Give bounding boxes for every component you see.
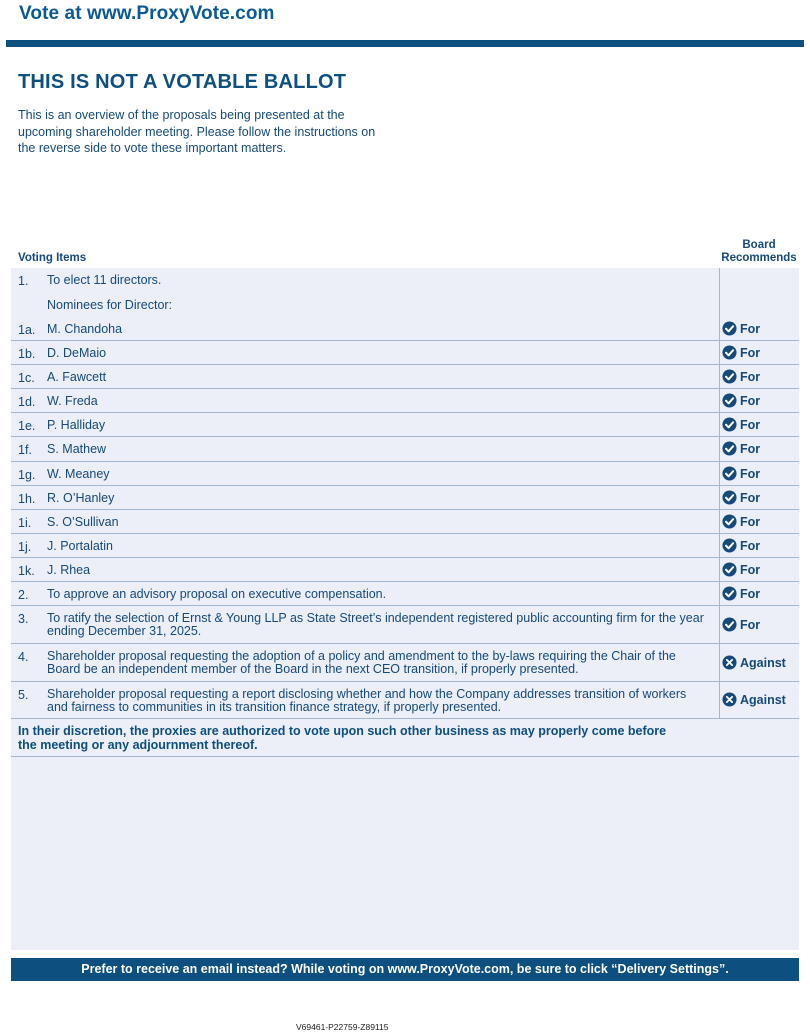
recommendation-label: For	[740, 441, 761, 456]
check-circle-icon	[722, 514, 737, 529]
recommendation-for	[722, 617, 760, 632]
item-number: 1g.	[18, 468, 36, 482]
table-row-item-4	[11, 644, 799, 682]
item-text	[47, 650, 717, 675]
recommendation-label: For	[740, 369, 761, 384]
recommendation-for	[722, 345, 760, 360]
recommendation-for	[722, 321, 760, 336]
voting-items-header: Voting Items	[18, 252, 87, 264]
item-number: 1k.	[18, 564, 35, 578]
table-row-item-3	[11, 606, 799, 644]
intro-paragraph	[18, 107, 398, 157]
item-text-line: and fairness to communities in its transition finance strategy, if properly presented.	[47, 699, 502, 714]
check-circle-icon	[722, 466, 737, 481]
item-number: 5.	[18, 688, 29, 702]
recommendation-label: For	[740, 562, 761, 577]
recommendation-for	[722, 514, 760, 529]
nominees-label-row	[11, 293, 799, 317]
nominee-name: A. Fawcett	[47, 370, 107, 384]
check-circle-icon	[722, 586, 737, 601]
recommendation-label: For	[740, 514, 761, 529]
item-number: 1b.	[18, 347, 36, 361]
check-circle-icon	[722, 417, 737, 432]
item-number: 1.	[18, 274, 29, 288]
item-number: 1a.	[18, 323, 36, 337]
recommendation-for	[722, 586, 760, 601]
intro-line: upcoming shareholder meeting. Please follow the instructions on	[18, 124, 376, 139]
recommendation-label: For	[740, 417, 761, 432]
check-circle-icon	[722, 345, 737, 360]
table-row-1e	[11, 413, 799, 437]
nominee-name: S. Mathew	[47, 442, 107, 456]
table-row-1f	[11, 437, 799, 462]
table-row-item-5	[11, 682, 799, 719]
check-circle-icon	[722, 617, 737, 632]
check-circle-icon	[722, 538, 737, 553]
recommendation-label: Against	[740, 655, 786, 670]
item-number: 1d.	[18, 395, 36, 409]
recommendation-for	[722, 490, 760, 505]
nominee-name: M. Chandoha	[47, 322, 123, 336]
x-circle-icon	[722, 655, 737, 670]
recommendation-for	[722, 538, 760, 553]
table-row-1b	[11, 341, 799, 365]
recommendation-for	[722, 417, 760, 432]
nominee-name: P. Halliday	[47, 418, 106, 432]
email-delivery-banner: Prefer to receive an email instead? While voting on www.ProxyVote.com, be sure to click “Delivery Settings”.	[11, 958, 799, 981]
nominee-name: J. Portalatin	[47, 539, 114, 553]
table-row-1d	[11, 389, 799, 413]
discretion-note	[18, 724, 718, 752]
check-circle-icon	[722, 490, 737, 505]
item-text	[47, 612, 717, 637]
table-row-item-1	[11, 268, 799, 293]
item-text-line: Shareholder proposal requesting a report disclosing whether and how the Company addresses transition of workers	[47, 687, 687, 701]
check-circle-icon	[722, 369, 737, 384]
table-row-1h	[11, 486, 799, 510]
check-circle-icon	[722, 441, 737, 456]
check-circle-icon	[722, 562, 737, 577]
item-number: 1f.	[18, 443, 32, 457]
recommendation-label: For	[740, 617, 761, 632]
item-number: 1j.	[18, 540, 32, 554]
board-header-line: Board	[742, 239, 776, 251]
check-circle-icon	[722, 321, 737, 336]
recommendation-label: For	[740, 586, 761, 601]
board-header-line: Recommends	[721, 252, 797, 264]
nominee-name: S. O’Sullivan	[47, 515, 119, 529]
proxyvote-site-link[interactable]: Vote at www.ProxyVote.com	[19, 3, 275, 24]
item-text: To elect 11 directors.	[47, 273, 162, 287]
table-row-1g	[11, 462, 799, 486]
item-text: To approve an advisory proposal on executive compensation.	[47, 587, 387, 601]
table-row-1a	[11, 317, 799, 341]
recommendation-for	[722, 466, 760, 481]
recommendation-label: For	[740, 490, 761, 505]
recommendation-label: Against	[740, 692, 786, 707]
recommendation-label: For	[740, 345, 761, 360]
recommendation-label: For	[740, 393, 761, 408]
document-code: V69461-P22759-Z89115	[296, 1022, 389, 1032]
item-number: 2.	[18, 588, 29, 602]
recommendation-against	[722, 655, 786, 670]
item-text-line: ending December 31, 2025.	[47, 623, 202, 638]
nominee-name: W. Freda	[47, 394, 98, 408]
item-number: 1h.	[18, 492, 36, 506]
item-text	[47, 688, 717, 713]
item-text-line: Board be an independent member of the Board in the next CEO transition, if properly presented.	[47, 661, 579, 676]
nominee-name: W. Meaney	[47, 467, 110, 481]
recommendation-against	[722, 692, 786, 707]
table-row-1j	[11, 534, 799, 558]
discretion-line: In their discretion, the proxies are authorized to vote upon such other business as may properly come before	[18, 724, 667, 738]
item-number: 1i.	[18, 516, 32, 530]
item-text-line: To ratify the selection of Ernst & Young LLP as State Street’s independent registered public accounting firm for the year	[47, 611, 704, 625]
x-circle-icon	[722, 692, 737, 707]
header-rule	[6, 40, 804, 47]
check-circle-icon	[722, 393, 737, 408]
intro-line: the reverse side to vote these important matters.	[18, 141, 287, 155]
table-row-1i	[11, 510, 799, 534]
page-title: THIS IS NOT A VOTABLE BALLOT	[18, 71, 347, 93]
discretion-line: the meeting or any adjournment thereof.	[18, 738, 258, 752]
nominee-name: J. Rhea	[47, 563, 91, 577]
recommendation-for	[722, 562, 760, 577]
nominees-label: Nominees for Director:	[47, 298, 173, 312]
table-row-1k	[11, 558, 799, 582]
board-recommends-header	[718, 239, 800, 265]
recommendation-label: For	[740, 466, 761, 481]
recommendation-label: For	[740, 321, 761, 336]
intro-line: This is an overview of the proposals being presented at the	[18, 108, 345, 122]
item-number: 3.	[18, 612, 29, 626]
table-row-item-2	[11, 582, 799, 606]
recommendation-label: For	[740, 538, 761, 553]
recommendation-for	[722, 441, 760, 456]
item-text-line: Shareholder proposal requesting the adoption of a policy and amendment to the by-laws requiring the Chair of the	[47, 649, 676, 663]
nominee-name: D. DeMaio	[47, 346, 107, 360]
item-number: 1c.	[18, 371, 35, 385]
recommendation-for	[722, 369, 760, 384]
table-row-1c	[11, 365, 799, 389]
recommendation-for	[722, 393, 760, 408]
nominee-name: R. O’Hanley	[47, 491, 115, 505]
item-number: 1e.	[18, 419, 36, 433]
item-number: 4.	[18, 650, 29, 664]
